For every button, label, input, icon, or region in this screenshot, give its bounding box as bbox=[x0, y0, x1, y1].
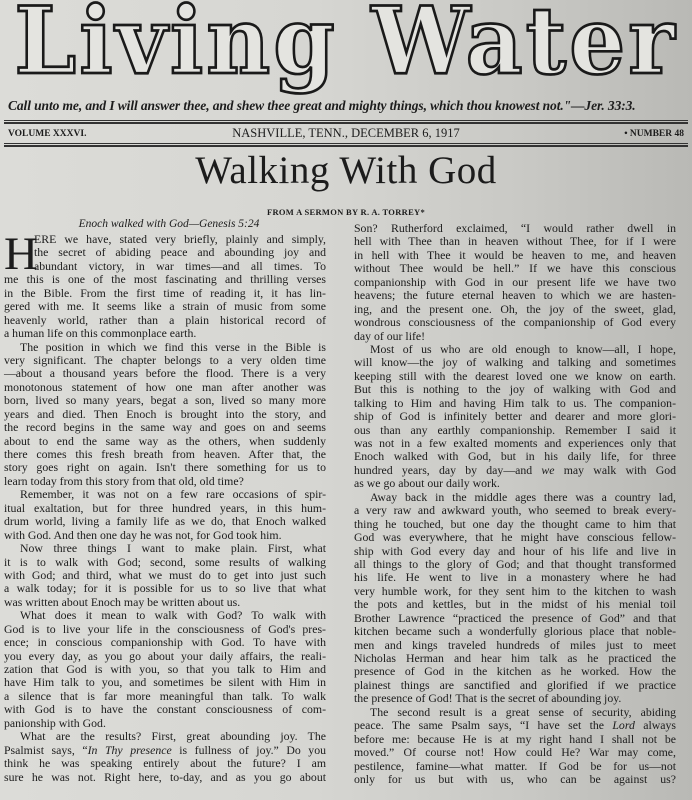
text-line: his life. He went to live in a monastery where he had bbox=[354, 570, 676, 585]
text-line: moved.” Of course not! How could He? War may come, bbox=[354, 745, 676, 760]
paragraph bbox=[4, 341, 326, 489]
text-line: only for us but with us, who can be against us? bbox=[354, 771, 676, 786]
text-line: monotonous statement of how one man after another was bbox=[4, 379, 326, 394]
text-line: companionship with God in our present life we have two bbox=[354, 274, 676, 289]
text-line: The position in which we find this verse in the Bible is bbox=[20, 339, 326, 354]
text-line: there comes this fresh breath from heaven. After that, the bbox=[4, 447, 326, 461]
article-epigraph: Enoch walked with God—Genesis 5:24 bbox=[78, 218, 260, 230]
text-line: talking to Him and having Him talk to us. The companion- bbox=[354, 395, 676, 410]
text-line: But this is nothing to the joy of walking with God and bbox=[354, 382, 676, 397]
text-line: ence; in conscious companionship with God. To have with bbox=[4, 635, 326, 650]
text-line: gered with me. It seems like a strain of music from some bbox=[4, 299, 326, 314]
text-line: with God is to have the constant consciousness of com- bbox=[4, 702, 326, 717]
text-line: with God; and third, what we must do to get into just such bbox=[4, 567, 326, 582]
text-line: think he was speaking entirely about the future? I am bbox=[4, 756, 326, 771]
text-line: hundred years, day by day—and we may walk with God bbox=[354, 462, 677, 477]
text-line: ship of God is infinitely better and dearer and more glori- bbox=[354, 409, 676, 424]
paragraph bbox=[354, 706, 676, 787]
text-line: drum world, living a family life as we do, that Enoch walked bbox=[4, 514, 326, 529]
text-line: without Thee would be hell.” If we have this conscious bbox=[354, 261, 676, 276]
volume-label: VOLUME XXXVI. bbox=[8, 129, 87, 139]
article-column-right bbox=[354, 222, 676, 786]
text-line: me this is one of the most fascinating and thrilling verses bbox=[4, 272, 326, 287]
text-line: very significant. The chapter belongs to a very olden time bbox=[4, 352, 326, 367]
text-line: Son? Rutherford exclaimed, “I would rather dwell in bbox=[354, 221, 676, 235]
text-line: Most of us who are old enough to know—all, I hope, bbox=[370, 341, 676, 356]
paragraph bbox=[354, 222, 676, 343]
text-line: What are the results? First, great abounding joy. The bbox=[20, 729, 326, 744]
text-line: very humble work, for they sent him to the kitchen to wash bbox=[354, 583, 676, 598]
text-line: about to end the same way as the others, when suddenly bbox=[4, 433, 326, 448]
paragraph bbox=[4, 730, 326, 784]
text-line: a silence that is far more meaningful than talk. To walk bbox=[4, 688, 326, 703]
text-line: all things to the glory of God; and that thought transformed bbox=[354, 556, 676, 571]
text-line: heavens; the future eternal heaven to which we are hasten- bbox=[354, 288, 676, 303]
paragraph bbox=[354, 491, 676, 706]
text-line: Away back in the middle ages there was a country lad, bbox=[370, 489, 676, 504]
masthead-motto: Call unto me, and I will answer thee, and shew thee great and mighty things, which thou knowest not."—Jer. 33:3. bbox=[8, 98, 636, 113]
issue-number: • NUMBER 48 bbox=[624, 129, 684, 139]
text-line: as we go about our daily work. bbox=[354, 476, 500, 491]
text-line: before me: because He is at my right hand I shall not be bbox=[354, 731, 676, 746]
text-line: plainest things are sanctified and glorified if we practice bbox=[354, 677, 676, 692]
divider-rule bbox=[4, 120, 688, 124]
text-line: the secret of abiding peace and abounding joy and bbox=[34, 245, 326, 260]
text-line: God was everywhere, that he might have conscious fellow- bbox=[354, 530, 676, 545]
text-line: Enoch walked with God, but in his daily life, for three bbox=[354, 449, 676, 464]
text-line: born, lived so many years, begat a son, lived so many more bbox=[4, 393, 326, 408]
text-line: Psalmist says, “In Thy presence is fullness of joy.” Do you bbox=[4, 742, 326, 757]
dateline: NASHVILLE, TENN., DECEMBER 6, 1917 bbox=[232, 126, 460, 140]
text-line: ous than any earthly companionship. Remember I said it bbox=[354, 422, 676, 437]
text-line: in the Bible. From the first time of reading it, it has lin- bbox=[4, 285, 326, 300]
masthead-title: Living Water bbox=[14, 0, 678, 96]
text-line: in hell with Thee it would be heaven to me, and heaven bbox=[354, 247, 676, 262]
text-line: God is to live your life in the consciousness of God's pres- bbox=[4, 621, 326, 636]
text-line: learn today from this story from that old, old time? bbox=[4, 473, 244, 488]
text-line: day of our life! bbox=[354, 328, 426, 343]
text-line: thing he touched, but one day the thought came to him that bbox=[354, 516, 676, 531]
text-line: abundant victory, in war times—and all times. To bbox=[34, 258, 326, 273]
text-line: peace. The same Psalm says, “I have set the Lord always bbox=[354, 718, 676, 733]
text-line: was not in a few exalted moments and experiences only that bbox=[354, 436, 676, 450]
article-title: Walking With God bbox=[195, 149, 497, 192]
text-line: a walk today; for it is possible for us to so live that what bbox=[4, 581, 326, 596]
text-line: heavenly world, rather than a plain historical record of bbox=[4, 312, 326, 327]
text-line: it is to walk with God; second, some results of walking bbox=[4, 554, 326, 569]
text-line: story goes right on again. Isn't there something for us to bbox=[4, 460, 326, 475]
divider-rule bbox=[4, 143, 688, 147]
text-line: keeping still with the dearest loved one we know on earth. bbox=[354, 368, 676, 383]
text-line: What does it mean to walk with God? To walk with bbox=[20, 608, 326, 623]
article-byline: FROM A SERMON BY R. A. TORREY* bbox=[266, 207, 426, 217]
text-line: hell with Thee than in heaven without Thee, for if I were bbox=[354, 234, 676, 249]
text-line: a very raw and awkward youth, who seemed to break every- bbox=[354, 503, 676, 518]
paragraph bbox=[4, 609, 326, 730]
text-line: ERE we have, stated very briefly, plainly and simply, bbox=[34, 232, 326, 246]
text-line: —about a thousand years before the flood. There is a very bbox=[4, 366, 326, 381]
text-line: have Him talk to you, and sometimes be silent with Him in bbox=[4, 675, 326, 690]
text-line: The second result is a great sense of security, abiding bbox=[370, 704, 676, 719]
text-line: with God. And then one day he was not, for God took him. bbox=[4, 527, 282, 542]
article-column-left bbox=[4, 228, 326, 784]
text-line: Nicholas Herman and hear him talk as he practiced the bbox=[354, 651, 676, 665]
text-line: the record begins in the same way and goes on and seems bbox=[4, 420, 326, 435]
text-line: years and died. Then Enoch is brought into the story, and bbox=[4, 406, 326, 421]
text-line: you every day, as you go about your daily affairs, the reali- bbox=[4, 648, 326, 663]
paragraph bbox=[4, 228, 326, 341]
text-line: Brother Lawrence “practiced the presence of God” and that bbox=[354, 610, 676, 625]
text-line: men and kings traveled hundreds of miles just to meet bbox=[354, 637, 676, 652]
text-line: the presence of God! That is the secret of abounding joy. bbox=[354, 691, 622, 706]
text-line: zation that God is with you, so that you talk to Him and bbox=[4, 662, 326, 676]
text-line: kitchen became such a wonderfully glorious place that noble- bbox=[354, 624, 676, 639]
text-line: will know—the joy of walking and talking and sometimes bbox=[354, 355, 676, 370]
paragraph bbox=[354, 343, 676, 491]
drop-cap: H bbox=[4, 228, 38, 280]
text-line: pestilence, famine—what matter. If God be for us—not bbox=[354, 758, 676, 773]
text-line: a human life on this commonplace earth. bbox=[4, 326, 197, 341]
text-line: ship with God every day and hour of his life and live in bbox=[354, 543, 676, 558]
text-line: was written about Enoch may be written about us. bbox=[4, 594, 241, 609]
text-line: sure he was not. Right here, to-day, and as you go about bbox=[4, 769, 326, 784]
text-line: ing, and the present one. Oh, the joy of the sweet, glad, bbox=[354, 301, 676, 316]
text-line: the pots and kettles, but in the midst of his menial toil bbox=[354, 597, 676, 612]
text-line: Remember, it was not on a few rare occasions of spir- bbox=[20, 487, 326, 502]
paragraph bbox=[4, 542, 326, 609]
text-line: panionship with God. bbox=[4, 715, 106, 730]
text-line: presence of God in the kitchen as he worked. How the bbox=[354, 664, 676, 679]
paragraph bbox=[4, 488, 326, 542]
text-line: itual exaltation, but for three hundred years, in this hum- bbox=[4, 500, 326, 515]
text-line: Now three things I want to make plain. First, what bbox=[20, 541, 326, 556]
text-line: wondrous consciousness of the companionship of God every bbox=[354, 315, 676, 330]
